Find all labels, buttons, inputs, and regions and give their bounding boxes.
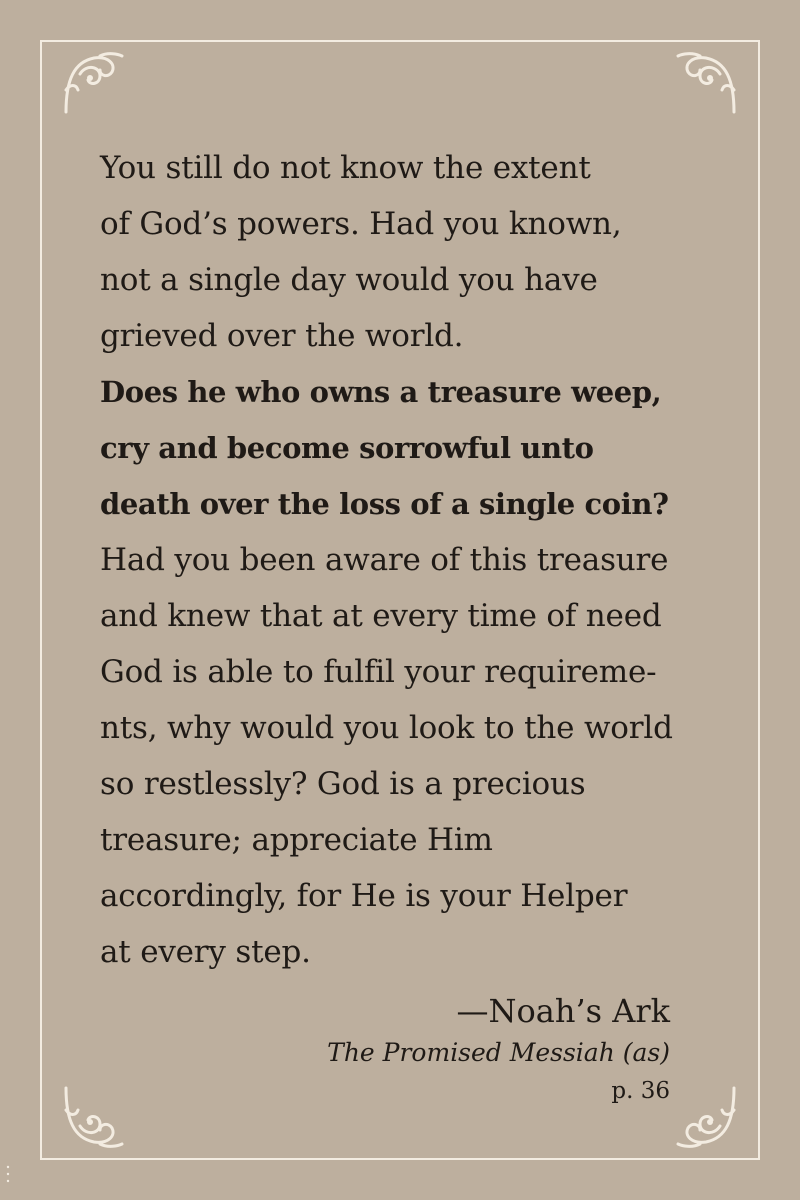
scroll-ornament-icon — [60, 50, 124, 114]
scroll-ornament-icon — [676, 1086, 740, 1150]
quote-line: nts, why would you look to the world — [100, 710, 673, 746]
attribution — [327, 990, 670, 1108]
quote-line: at every step. — [100, 934, 311, 970]
quote-line-emphasis: death over the loss of a single coin? — [100, 487, 669, 521]
attribution-author: The Promised Messiah (as) — [327, 1038, 670, 1067]
quote-line: Had you been aware of this treasure — [100, 542, 669, 578]
quote-line: You still do not know the extent — [100, 150, 591, 186]
attribution-page: p. 36 — [611, 1078, 670, 1104]
quote-line-emphasis: Does he who owns a treasure weep, — [100, 375, 662, 409]
scroll-ornament-icon — [676, 50, 740, 114]
quote-line: so restlessly? God is a precious — [100, 766, 586, 802]
quote-line: God is able to fulfil your requireme- — [100, 654, 657, 690]
edge-dots-icon — [6, 1164, 10, 1184]
quote-line: treasure; appreciate Him — [100, 822, 493, 858]
attribution-source: —Noah’s Ark — [456, 992, 670, 1030]
quote-line: of God’s powers. Had you known, — [100, 206, 622, 242]
quote-line: not a single day would you have — [100, 262, 598, 298]
quote-body — [100, 140, 740, 980]
quote-line: accordingly, for He is your Helper — [100, 878, 628, 914]
quote-line: and knew that at every time of need — [100, 598, 662, 634]
quote-line-emphasis: cry and become sorrowful unto — [100, 431, 594, 465]
quote-line: grieved over the world. — [100, 318, 464, 354]
scroll-ornament-icon — [60, 1086, 124, 1150]
